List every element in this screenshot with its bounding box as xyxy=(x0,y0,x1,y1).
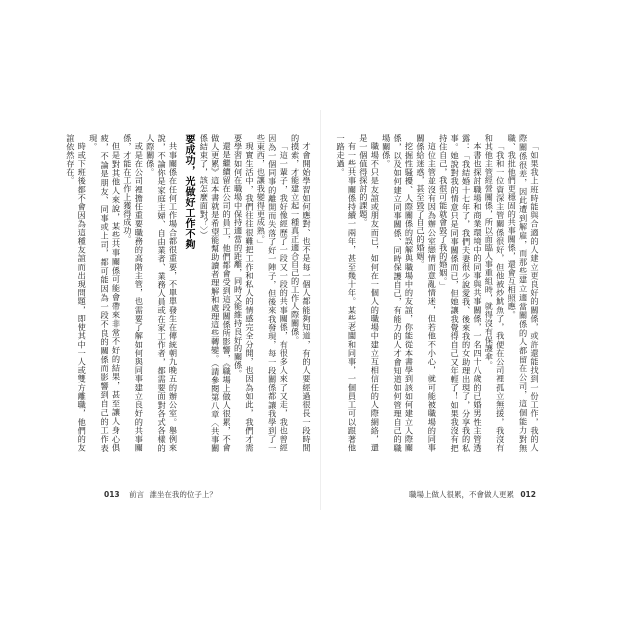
page-number: 013 xyxy=(104,490,120,499)
footer-title: 職場上做人很累，不會做人更累 xyxy=(408,490,514,499)
paragraph: 這位主管並沒有因為辦公室戀情而意亂情迷，但若他不小心，就可能被職場的同事關係給迷惑，甚至毀了自己的婚姻。 xyxy=(415,134,438,452)
paragraph: 還是繼續留在公司的員工，他們都會受到這段關係所影響，《職場上做人很累，不會做人更累》這本書就是希望能幫助讀者理解和處理這些轉變。（請參閱第八章〈共事關係結束了，該怎麼面對？〉） xyxy=(199,134,233,452)
paragraph: 才會開始學習如何應對、也不是每一個人都能夠知道，有的人要經過很長一段時間的摸索，才能建立起一種真正適合自己的工作人際關係。 xyxy=(290,134,312,452)
footer-title: 誰坐在我的位子上？ xyxy=(149,490,217,499)
paragraph: 職場不只是友誼或朋友而已，如何在一個人的職場中建立互相信任的人際網絡，還是一個值得探討的課題。 xyxy=(358,134,381,452)
left-page xyxy=(65,120,312,500)
right-page-footer xyxy=(409,489,540,500)
paragraph: 或是在公司裡擔任重要職務的高階主管，也需要了解如何與同事建立良好的共事關係，才能在工作上獲得成功。 xyxy=(122,134,145,452)
paragraph: 但是對其他人來說，某些共事關係可能會帶來非常不好的結果，甚至讓人身心俱疲，不論是朋友、同事或上司，都可能因為一段不良的關係而影響到自己的工作表現。 xyxy=(88,134,122,452)
paragraph: 本書也探討職場和商業環境中的同事與共事關係，一名四十八歲的已婚男性主管透露：「我結婚十七年了，我們夫妻很少說愛我、後來我的女助理出現了，分享我的私事。她說對我的情意只是同事關係而已，但她讓我覺得自己又年輕了！如果我沒有把持住自己，我很可能就會毀了我的婚姻。」 xyxy=(438,134,483,452)
paragraph: 「如果我上班時能與合適的人建立更良好的關係，或許還能找到一份工作，我的人際關係很差，因此遭到解雇，而那些建立適當關係的人都留在公司，這個能力對無職、我批他們更穩固的共事關係，還會互相照應。 xyxy=(507,134,540,452)
right-page-text xyxy=(330,134,540,452)
footer-section: 前言 xyxy=(129,490,145,499)
paragraph: 有一些共事關係持續一兩年，甚至幾十年。某些老闆和同事，一個員工可以跟著他一路走過。 xyxy=(336,134,358,452)
right-page xyxy=(330,120,540,500)
paragraph: 「我和一位資深主管關係很好，但他被炒魷魚了，我便在公司裡孤立無援，我沒有和其他主管經營關係，所以面臨人事重組時，就得沒有保護傘。 xyxy=(484,134,506,452)
left-page-footer xyxy=(100,489,217,500)
paragraph: 共事關係在任何工作場合都很重要，不單單發生在傳統朝九晚五的辦公室。舉例來說，不論你是家庭主婦、自由業者、業務人員或在家工作者，都需要面對各式各樣的人際關係。 xyxy=(145,134,179,452)
section-heading: 要成功，光做好工作不夠 xyxy=(182,134,194,250)
page-number: 012 xyxy=(520,490,536,499)
page-gutter xyxy=(320,110,321,510)
paragraph: 現實生活中，我們往往很難把工作和私人的情感完全分開，也因為如此，我們才需要學習如何在職場中保持適當的距離，同時又能維持良好的關係。 xyxy=(233,134,255,452)
paragraph: 「這一輩子，我好像經歷了一段又一段的共事關係，有很多人來了又走，我也曾經因為一個同事的離開而失落了好一陣子，但後來我發現，每一段關係都讓我學到了一些東西，也讓我變得更成熟。」 xyxy=(256,134,290,452)
paragraph: 挖掘性騷擾、人際關係的誤解與職場中的友誼，你能從本書學到該如何建立人際關係，以及如何建立同事關係、同時保護自己，有能力的人才會知道如何管理自己的職場關係。 xyxy=(381,134,415,452)
paragraph: 時或下班後都不會因為這種友誼而出現問題，即使其中一人或雙方離職，他們的友誼依然存在。 xyxy=(65,134,88,452)
left-page-text xyxy=(65,134,312,452)
